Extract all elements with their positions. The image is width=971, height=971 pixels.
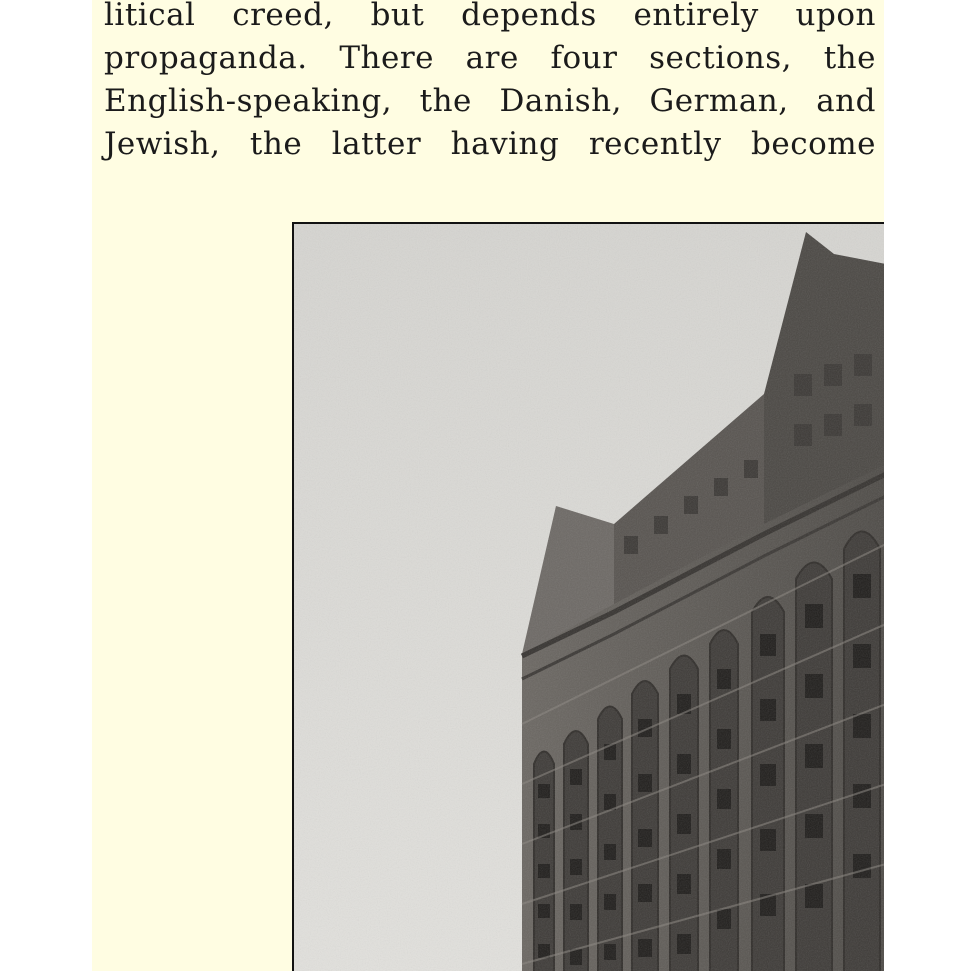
text-line-2: propaganda. There are four sections, the [104,40,876,76]
building-photograph [292,222,884,971]
text-line-3: English-speaking, the Danish, German, and [104,83,876,119]
text-line-4: Jewish, the latter having recently become [104,126,876,162]
text-line-1: litical creed, but depends entirely upon [104,0,876,33]
print-grain [294,224,884,971]
article-page [92,0,884,971]
building-illustration [294,224,884,971]
article-text [104,0,876,166]
